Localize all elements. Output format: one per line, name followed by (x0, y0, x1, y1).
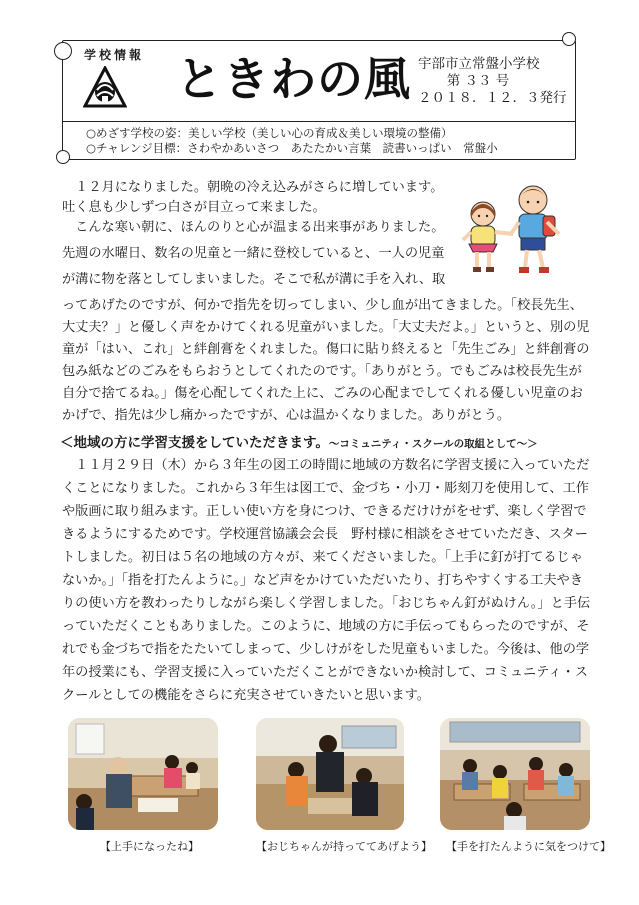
school-info (418, 56, 567, 107)
scroll-curl-icon (562, 32, 576, 46)
header-divider (62, 121, 575, 122)
article-1-line: こんな寒い朝に、ほんのりと心が温まる出来事がありました。 (62, 220, 445, 235)
school-emblem-icon (83, 66, 127, 110)
article-1-line: が溝に物を落としてしまいました。そこで私が溝に手を入れ、取 (62, 272, 446, 287)
article-1-line: 先週の水曜日、数名の児童と一緒に登校していると、一人の児童 (62, 246, 445, 261)
article-1-line: 包み紙などのごみをもらおうとしてくれたのです。「ありがとう。でもごみは校長先生が (62, 364, 582, 379)
newsletter-title: ときわの風 (176, 52, 411, 106)
photo-caption: 【おじちゃんが持っててあげよう】 (256, 840, 432, 853)
scroll-curl-icon (56, 150, 70, 164)
article-2-line: クールとしての機能をさらに充実させていきたいと思います。 (62, 688, 430, 703)
photo-caption: 【手を打たんように気をつけて】 (446, 840, 611, 853)
issue-number: 第 ３３ 号 (446, 73, 510, 89)
article-2-heading-main: ＜地域の方に学習支援をしていただきます。 (60, 435, 329, 451)
article-2-line: っていただくこともありました。このように、地域の方に手伝ってもらったのですが、そ (62, 619, 590, 634)
classroom-photo (256, 718, 404, 830)
article-2-line: りの使い方を教わったりしながら楽しく学習しました。「おじちゃん釘がぬけん。」と手伝 (62, 596, 591, 611)
classroom-photo (440, 718, 590, 830)
article-2-line: きるようにするためです。学校運営協議会会長 野村様に相談をさせていただき、スター (62, 527, 588, 542)
classroom-photo (68, 718, 218, 830)
article-1-line: 大丈夫？」と優しく声をかけてくれる児童がいました。「大丈夫だよ。」というと、別の児 (62, 320, 590, 335)
school-goal: ○めざす学校の姿：美しい学校（美しい心の育成＆美しい環境の整備） (86, 126, 453, 140)
article-2-line: や版画に取り組みます。正しい使い方を身につけ、できるだけけがをせず、楽しく学習で (62, 504, 587, 519)
article-1-line: 自分で捨てるね。」傷を心配してくれた上に、ごみの心配までしてくれる優しい児童のお (62, 386, 583, 401)
scroll-curl-icon (54, 42, 72, 60)
article-2-line: １１月２９日（木）から３年生の図工の時間に地域の方数名に学習支援に入っていただ (62, 458, 590, 473)
article-1-line: １２月になりました。朝晩の冷え込みがさらに増しています。 (62, 180, 444, 195)
children-walking-illustration (455, 178, 570, 278)
article-2-line: 年の授業にも、学習支援に入っていただくことができないか検討して、コミュニティ・ス (62, 665, 588, 680)
article-1-line: ってあげたのですが、何かで指先を切ってしまい、少し血が出てきました。「校長先生、 (62, 298, 583, 313)
article-2-line: くことになりました。これから３年生は図工で、金づち・小刀・彫刻刀を使用して、工作 (62, 481, 589, 496)
article-1-line: かげで、指先は少し痛かったですが、心は温かくなりました。ありがとう。 (62, 408, 511, 423)
article-1-line: 童が「はい、これ」と絆創膏をくれました。傷口に貼り終えると「先生ごみ」と絆創膏の (62, 342, 590, 357)
article-2-line: トしました。初日は５名の地域の方々が、来てくださいました。「上手に釘が打てるじゃ (62, 550, 583, 565)
issue-date: ２０１８．１２．３発行 (418, 90, 567, 106)
article-1-line: 吐く息も少しずつ白さが目立って来ました。 (62, 200, 326, 215)
photo-caption: 【上手になったね】 (100, 840, 199, 853)
article-2-heading (60, 431, 538, 451)
article-2-heading-sub: ～コミュニティ・スクールの取組として～＞ (328, 438, 538, 450)
challenge-goal: ○チャレンジ目標：さわやかあいさつ あたたかい言葉 読書いっぱい 常盤小 (86, 141, 498, 155)
school-name: 宇部市立常盤小学校 (418, 56, 540, 72)
section-label: 学校情報 (84, 48, 145, 62)
article-2-line: ないか。」「指を打たんように。」など声をかけていただいたり、打ちやすくする工夫やき (62, 573, 583, 588)
article-2-line: れでも金づちで指をたたいてしまって、少しけがをした児童もいました。今後は、他の学 (62, 642, 590, 657)
